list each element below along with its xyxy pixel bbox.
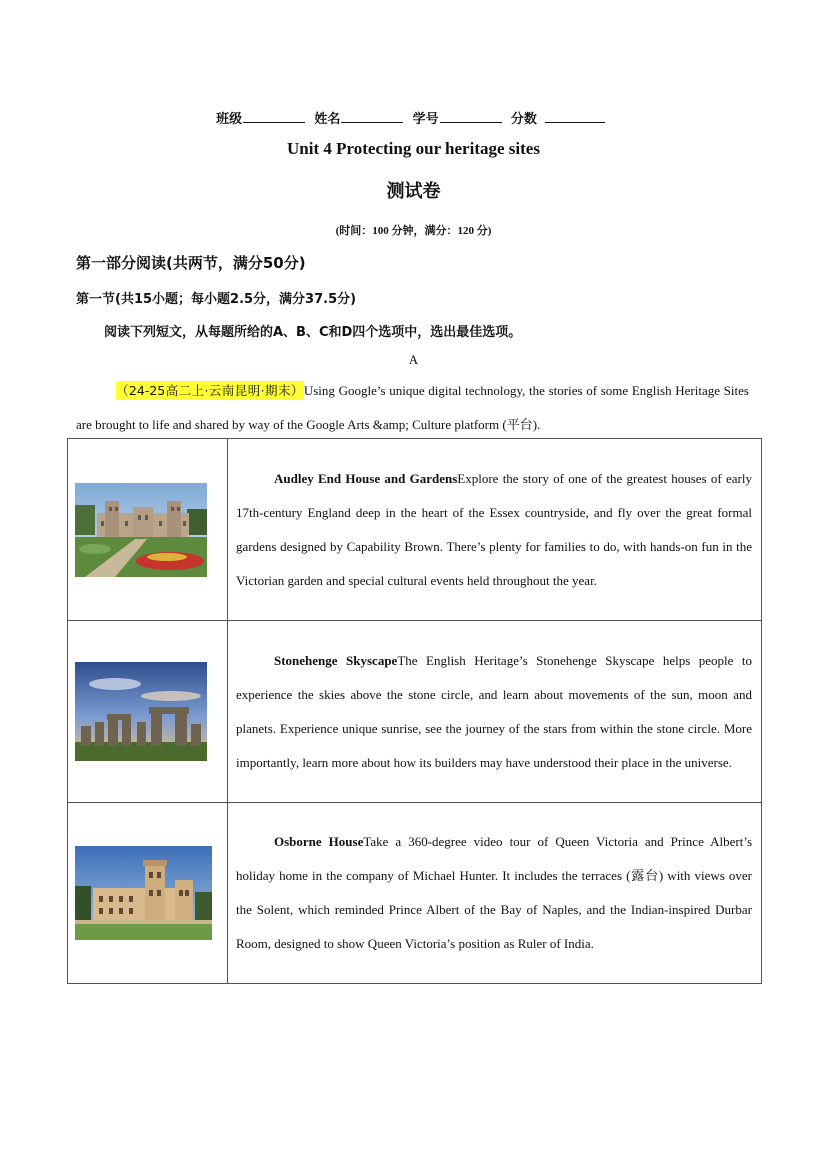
site-description [228, 803, 762, 984]
site-description [228, 439, 762, 621]
image-cell [68, 803, 228, 984]
site-text: The English Heritage’s Stonehenge Skyscape helps people to experience the skies above the stone circle, and learn about movements of the sun, moon and planets. Experience unique sunrise, see the journey of the stars from within the stone circle. More importantly, learn more about how its builders may have understood their place in the universe. [236, 652, 752, 770]
unit-title: Unit 4 Protecting our heritage sites [287, 139, 540, 158]
sites-table [67, 438, 762, 984]
class-blank[interactable] [243, 110, 305, 123]
instruction: 阅读下列短文，从每题所给的A、B、C和D四个选项中，选出最佳选项。 [104, 325, 522, 340]
site-name: Osborne House [274, 834, 364, 849]
source-tag: （24-25高二上·云南昆明·期末） [116, 383, 304, 398]
student-id-label: 学号 [412, 111, 439, 126]
class-label: 班级 [216, 111, 243, 126]
student-id-blank[interactable] [440, 110, 502, 123]
score-label: 分数 [510, 111, 537, 126]
student-info-line [0, 108, 827, 127]
site-name: Audley End House and Gardens [274, 470, 458, 486]
audley-end-photo [75, 483, 207, 577]
time-note: (时间：100 分钟，满分：120 分) [335, 225, 492, 237]
part-heading: 第一部分阅读(共两节，满分50分) [76, 254, 306, 272]
name-label: 姓名 [314, 111, 341, 126]
section-heading: 第一节(共15小题；每小题2.5分，满分37.5分) [76, 292, 357, 307]
osborne-house-photo [75, 846, 212, 940]
score-blank[interactable] [545, 110, 605, 123]
site-name: Stonehenge Skyscape [274, 652, 398, 668]
test-title: 测试卷 [386, 181, 441, 202]
table-row [68, 803, 762, 984]
image-cell [68, 439, 228, 621]
intro-text: Using Google’s unique digital technology, the stories of some English Heritage Sites are brought to life and shared by way of the Google Arts &amp; Culture platform (平台). [76, 383, 749, 432]
passage-intro [76, 374, 749, 442]
name-blank[interactable] [341, 110, 403, 123]
passage-letter: A [408, 352, 419, 367]
site-description [228, 621, 762, 803]
site-text: Take a 360-degree video tour of Queen Victoria and Prince Albert’s holiday home in the company of Michael Hunter. It includes the terraces (露台) with views over the Solent, which reminded Prince Albert of the Bay of Naples, and the Indian-inspired Durbar Room, designed to show Queen Victoria’s position as Ruler of India. [236, 834, 753, 951]
site-text: Explore the story of one of the greatest houses of early 17th-century England deep in the heart of the Essex countryside, and fly over the great formal gardens designed by Capability Brown. There’s plenty for families to do, with hands-on fun in the Victorian garden and special cultural events held throughout the year. [236, 470, 752, 588]
table-row [68, 621, 762, 803]
image-cell [68, 621, 228, 803]
table-row [68, 439, 762, 621]
stonehenge-photo [75, 662, 207, 761]
